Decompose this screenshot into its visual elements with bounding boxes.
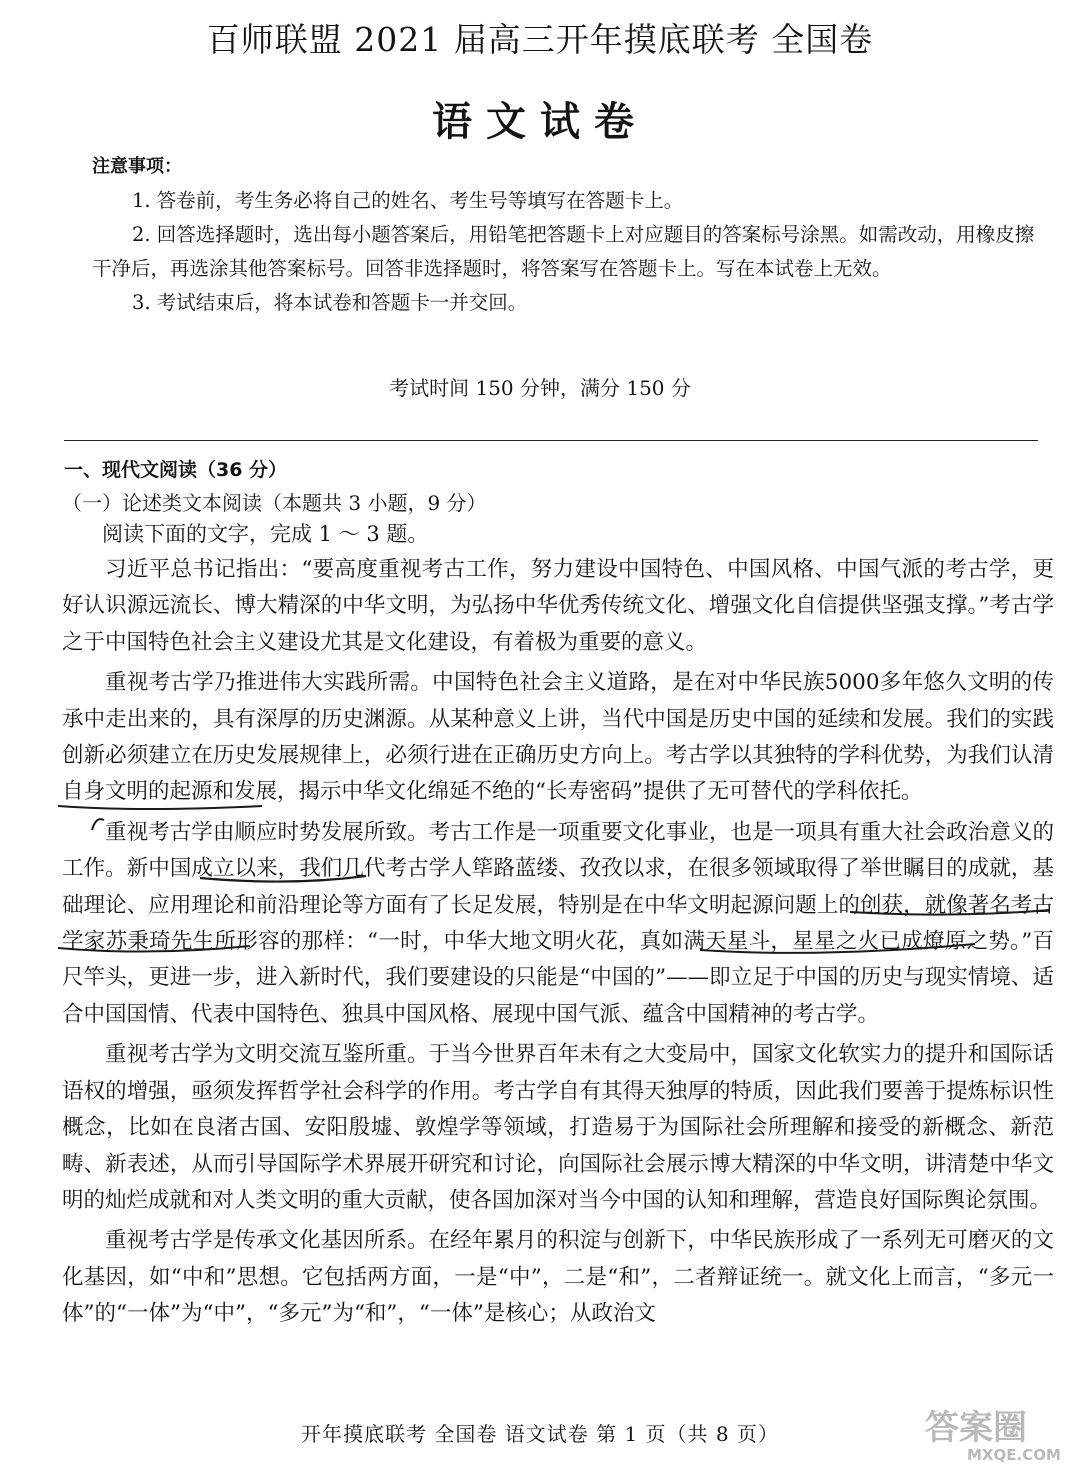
section-subheading: （一）论述类文本阅读（本题共 3 小题，9 分） <box>62 491 487 515</box>
divider-line <box>64 440 1038 441</box>
subject-title: 语文试卷 <box>432 98 648 145</box>
notice-item-1: 1. 答卷前，考生务必将自己的姓名、考生号等填写在答题卡上。 <box>132 189 684 212</box>
page-footer: 开年摸底联考 全国卷 语文试卷 第 1 页（共 8 页） <box>301 1422 779 1446</box>
section-heading: 一、现代文阅读（36 分） <box>64 459 288 481</box>
exam-time: 考试时间 150 分钟，满分 150 分 <box>389 376 691 400</box>
passage-text <box>62 552 1054 1337</box>
passage-paragraph: 重视考古学为文明交流互鉴所重。于当今世界百年未有之大变局中，国家文化软实力的提升和国际话语权的增强，亟须发挥哲学社会科学的作用。考古学自有其得天独厚的特质，因此我们要善于提炼标识性概念，比如在良渚古国、安阳殷墟、敦煌学等领域，打造易于为国际社会所理解和接受的新概念、新范畴、新表述，从而引导国际学术界展开研究和讨论，向国际社会展示博大精深的中华文明，讲清楚中华文明的灿烂成就和对人类文明的重大贡献，使各国加深对当今中国的认知和理解，营造良好国际舆论氛围。 <box>62 1042 1054 1213</box>
notice-block <box>92 150 1052 320</box>
watermark-logo <box>905 1398 1065 1472</box>
watermark-url: MXQE.COM <box>967 1446 1061 1464</box>
notice-item-2: 2. 回答选择题时，选出每小题答案后，用铅笔把答题卡上对应题目的答案标号涂黑。如需改动，用橡皮擦干净后，再选涂其他答案标号。回答非选择题时，将答案写在答题卡上。写在本试卷上无效。 <box>92 223 1035 280</box>
notice-heading: 注意事项： <box>92 156 182 177</box>
passage-paragraph: 重视考古学乃推进伟大实践所需。中国特色社会主义道路，是在对中华民族5000多年悠久文明的传承中走出来的，具有深厚的历史渊源。从某种意义上讲，当代中国是历史中国的延续和发展。我们的实践创新必须建立在历史发展规律上，必须行进在正确历史方向上。考古学以其独特的学科优势，为我们认清自身文明的起源和发展，揭示中华文化绵延不绝的“长寿密码”提供了无可替代的学科依托。 <box>62 670 1054 805</box>
reading-instruction: 阅读下面的文字，完成 1 ～ 3 题。 <box>102 522 429 546</box>
passage-paragraph: 重视考古学由顺应时势发展所致。考古工作是一项重要文化事业，也是一项具有重大社会政治意义的工作。新中国成立以来，我们几代考古学人筚路蓝缕、孜孜以求，在很多领域取得了举世瞩目的成就，基础理论、应用理论和前沿理论等方面有了长足发展，特别是在中华文明起源问题上的创获，就像著名考古学家苏秉琦先生所形容的那样：“一时，中华大地文明火花，真如满天星斗，星星之火已成燎原之势。”百尺竿头，更进一步，进入新时代，我们要建设的只能是“中国的”——即立足于中国的历史与现实情境、适合中国国情、代表中国特色、独具中国风格、展现中国气派、蕴含中国精神的考古学。 <box>62 819 1054 1027</box>
notice-item-3: 3. 考试结束后，将本试卷和答题卡一并交回。 <box>132 291 528 314</box>
passage-paragraph: 习近平总书记指出：“要高度重视考古工作，努力建设中国特色、中国风格、中国气派的考古学，更好认识源远流长、博大精深的中华文明，为弘扬中华优秀传统文化、增强文化自信提供坚强支撑。”考古学之于中国特色社会主义建设尤其是文化建设，有着极为重要的意义。 <box>62 557 1054 655</box>
exam-title: 百师联盟 2021 届高三开年摸底联考 全国卷 <box>206 20 874 59</box>
passage-paragraph: 重视考古学是传承文化基因所系。在经年累月的积淀与创新下，中华民族形成了一系列无可磨灭的文化基因，如“中和”思想。它包括两方面，一是“中”，二是“和”，二者辩证统一。就文化上而言，“多元一体”的“一体”为“中”，“多元”为“和”，“一体”是核心；从政治文 <box>62 1228 1054 1327</box>
watermark-text: 答案圈 <box>925 1408 1027 1448</box>
